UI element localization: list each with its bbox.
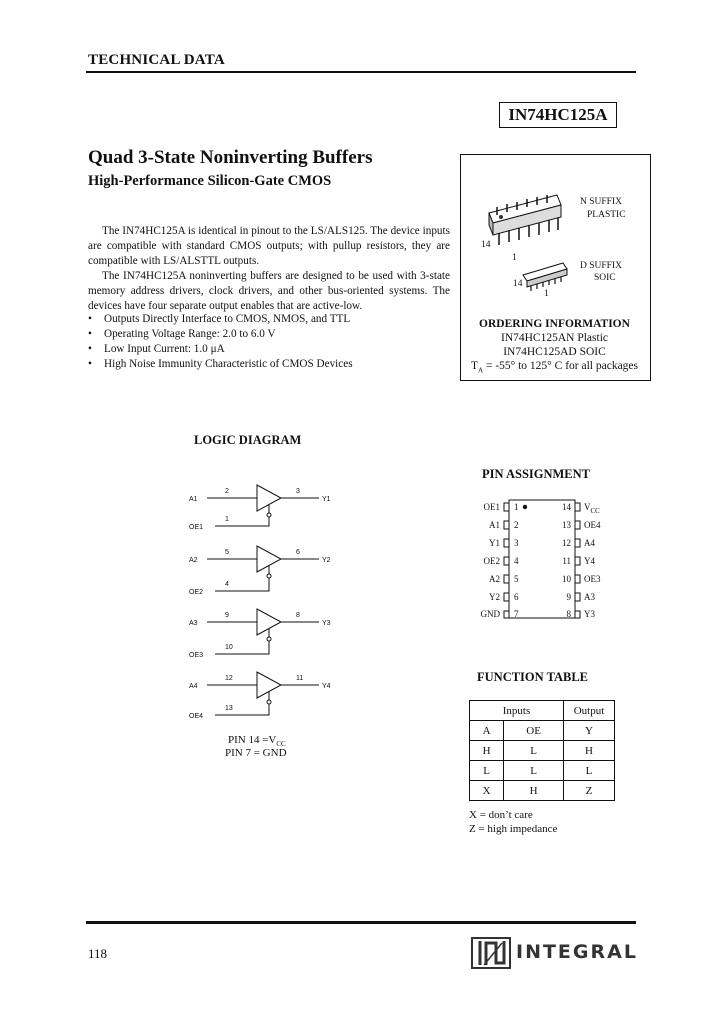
function-table-heading: FUNCTION TABLE (477, 670, 589, 684)
gate-2-input-label: A2 (189, 557, 198, 564)
output-header: Output (564, 701, 615, 721)
feature-item: • Operating Voltage Range: 2.0 to 6.0 V (88, 328, 276, 340)
col-oe: OE (504, 721, 564, 741)
footer-rule (86, 921, 636, 924)
ordering-temperature: $T_A = -55^\circ$ to 125° C for all packages (470, 360, 639, 375)
pin-right-label-8: Y3 (584, 609, 595, 619)
pin-right-label-9: A3 (584, 592, 595, 602)
logic-diagram (185, 478, 345, 728)
gate-1-oe-pin: 1 (225, 516, 229, 523)
pin-number-3: 3 (514, 538, 519, 548)
gate-1-input-label: A1 (189, 496, 198, 503)
pin-number-6: 6 (514, 592, 519, 602)
pin-left-label-2: A1 (489, 520, 500, 530)
n-suffix-label: N SUFFIX (580, 197, 622, 207)
feature-item: • Low Input Current: 1.0 μA (88, 343, 225, 355)
col-y: Y (564, 721, 615, 741)
cell-y: H (564, 741, 615, 761)
table-note-dont-care: X = don’t care (469, 809, 533, 821)
pin-right-label-11: Y4 (584, 556, 595, 566)
pin-number-1: 1 (514, 502, 519, 512)
gate-2-input-pin: 5 (225, 549, 229, 556)
feature-item: • High Noise Immunity Characteristic of CMOS Devices (88, 358, 353, 370)
page-subtitle: High-Performance Silicon-Gate CMOS (88, 173, 332, 189)
gate-1-output-pin: 3 (296, 488, 300, 495)
gate-3-input-label: A3 (189, 620, 198, 627)
gate-3-output-pin: 8 (296, 612, 300, 619)
feature-list (88, 312, 353, 372)
cell-oe: L (504, 741, 564, 761)
pin-left-label-5: A2 (489, 574, 500, 584)
logic-diagram-heading: LOGIC DIAGRAM (194, 433, 302, 447)
pin-right-label-10: OE3 (584, 574, 601, 584)
pin-number-7: 7 (514, 609, 519, 619)
d-type-label: SOIC (594, 273, 616, 283)
table-column-row (470, 721, 615, 741)
feature-item: • Outputs Directly Interface to CMOS, NMOS, and TTL (88, 313, 351, 325)
pin-number-5: 5 (514, 574, 519, 584)
pin-left-label-4: OE2 (483, 556, 500, 566)
table-row (470, 781, 615, 801)
gate-1-oe-label: OE1 (189, 524, 204, 531)
dip-pin14-label: 14 (481, 240, 491, 250)
n-type-label: PLASTIC (587, 210, 626, 220)
ordering-line-2: IN74HC125AD SOIC (503, 346, 606, 358)
pin-right-label-13: OE4 (584, 520, 601, 530)
integral-logo-icon (471, 937, 511, 969)
pin-right-label-14: $V_{CC}$ (584, 502, 600, 515)
inputs-header: Inputs (470, 701, 564, 721)
gate-3-output-label: Y3 (322, 620, 331, 627)
gate-2-oe-label: OE2 (189, 589, 204, 596)
pin-left-label-7: GND (480, 609, 500, 619)
gate-4-output-pin: 11 (296, 675, 304, 682)
gate-4-oe-label: OE4 (189, 713, 204, 720)
cell-a: H (470, 741, 504, 761)
ordering-heading: ORDERING INFORMATION (479, 318, 630, 330)
pin-right-label-12: A4 (584, 538, 595, 548)
pin14-note: PIN $14 =V_{CC}$ (228, 734, 286, 749)
page-number: 118 (88, 946, 108, 961)
package-illustration (461, 155, 648, 315)
table-row (470, 761, 615, 781)
soic-pin1-label: 1 (544, 289, 549, 299)
pin7-note: PIN 7 = GND (225, 747, 287, 759)
description (88, 224, 450, 314)
cell-y: L (564, 761, 615, 781)
part-number-box: IN74HC125A (499, 102, 617, 128)
pin-number-9: 9 (566, 592, 571, 602)
pin-number-14: 14 (562, 502, 571, 512)
pin-number-2: 2 (514, 520, 519, 530)
dip-pin1-label: 1 (512, 253, 517, 263)
gate-2-output-pin: 6 (296, 549, 300, 556)
d-suffix-label: D SUFFIX (580, 261, 622, 271)
gate-1-output-label: Y1 (322, 496, 331, 503)
description-paragraph-1: The IN74HC125A is identical in pinout to the LS/ALS125. The device inputs are compatible with standard CMOS outputs; with pullup resistors, they are compatible with LS/ALSTTL outputs. (88, 225, 450, 267)
ordering-line-1: IN74HC125AN Plastic (500, 332, 608, 344)
cell-y: Z (564, 781, 615, 801)
gate-1-input-pin: 2 (225, 488, 229, 495)
pin-number-10: 10 (562, 574, 571, 584)
description-paragraph-2: The IN74HC125A noninverting buffers are designed to be used with 3-state memory address drivers, clock drivers, and other bus-oriented systems. The devices have four separate output enables that are active-low. (88, 270, 450, 312)
pin-left-label-3: Y1 (489, 538, 500, 548)
gate-2-output-label: Y2 (322, 557, 331, 564)
table-row (470, 741, 615, 761)
function-table (469, 700, 615, 801)
soic-pin14-label: 14 (513, 279, 523, 289)
col-a: A (470, 721, 504, 741)
pin-assignment-diagram (476, 494, 616, 624)
gate-3-oe-pin: 10 (225, 644, 233, 651)
gate-4-input-pin: 12 (225, 675, 233, 682)
pin-number-13: 13 (562, 520, 571, 530)
header-label: TECHNICAL DATA (88, 52, 225, 68)
pin-left-label-6: Y2 (489, 592, 500, 602)
gate-2-oe-pin: 4 (225, 581, 229, 588)
page-title: Quad 3-State Noninverting Buffers (88, 147, 373, 168)
gate-4-oe-pin: 13 (225, 705, 233, 712)
gate-4-output-label: Y4 (322, 683, 331, 690)
cell-oe: H (504, 781, 564, 801)
gate-3-input-pin: 9 (225, 612, 229, 619)
pin-number-11: 11 (562, 556, 571, 566)
pin-assignment-heading: PIN ASSIGNMENT (482, 467, 591, 481)
pin-number-12: 12 (562, 538, 571, 548)
pin-number-4: 4 (514, 556, 519, 566)
table-header-row (470, 701, 615, 721)
gate-3-oe-label: OE3 (189, 652, 204, 659)
pin-number-8: 8 (566, 609, 571, 619)
cell-a: X (470, 781, 504, 801)
pin-left-label-1: OE1 (483, 502, 500, 512)
header-rule (86, 71, 636, 73)
gate-4-input-label: A4 (189, 683, 198, 690)
cell-a: L (470, 761, 504, 781)
cell-oe: L (504, 761, 564, 781)
table-note-high-impedance: Z = high impedance (469, 823, 558, 835)
brand-name: INTEGRAL (516, 941, 638, 963)
